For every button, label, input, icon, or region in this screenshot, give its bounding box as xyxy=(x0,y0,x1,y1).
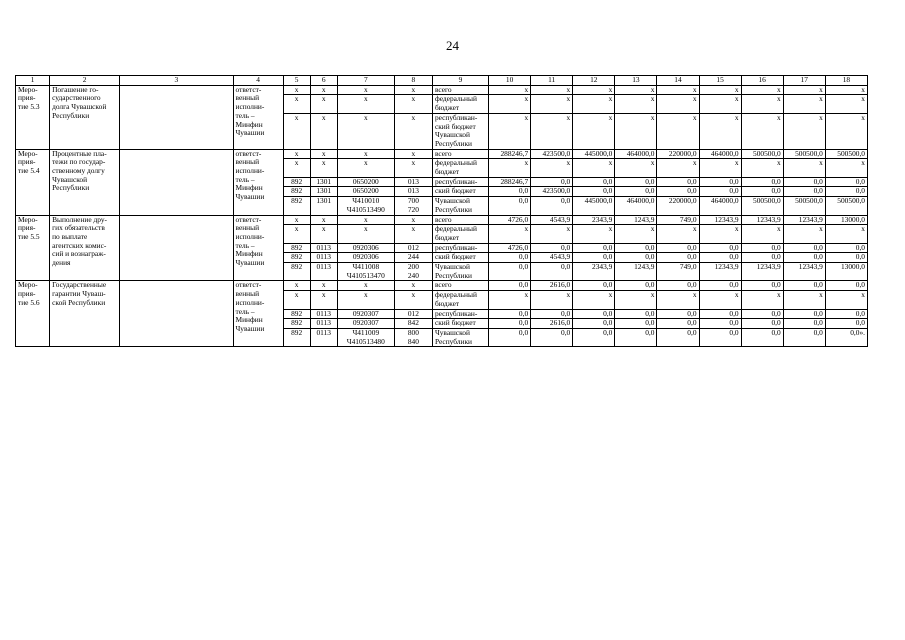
value-cell: 12343,9 xyxy=(699,263,741,281)
value-cell: x xyxy=(699,113,741,149)
funding-source-cell: всего xyxy=(432,281,488,291)
value-cell: x xyxy=(394,215,432,225)
value-cell: x xyxy=(531,95,573,113)
value-cell: 0,0 xyxy=(783,309,825,319)
table-row xyxy=(16,281,868,291)
table-row xyxy=(16,215,868,225)
value-cell: x xyxy=(615,225,657,243)
header-cell: 12 xyxy=(573,76,615,86)
value-cell: 0,0 xyxy=(489,309,531,319)
value-cell: x xyxy=(337,281,394,291)
value-cell: 220000,0 xyxy=(657,197,699,215)
value-cell: 0,0 xyxy=(489,197,531,215)
value-cell: 0,0 xyxy=(531,243,573,253)
value-cell: x xyxy=(283,159,310,177)
value-cell: x xyxy=(283,215,310,225)
value-cell: 749,0 xyxy=(657,215,699,225)
value-cell: 464000,0 xyxy=(615,197,657,215)
value-cell: 0,0 xyxy=(657,243,699,253)
value-cell: 0,0 xyxy=(573,243,615,253)
value-cell: 0,0 xyxy=(741,177,783,187)
funding-source-cell: Чувашской Республики xyxy=(432,328,488,346)
value-cell: x xyxy=(825,159,867,177)
funding-source-cell: республикан- xyxy=(432,177,488,187)
value-cell: 0,0 xyxy=(783,281,825,291)
funding-source-cell: федеральный бюджет xyxy=(432,159,488,177)
value-cell: 0,0 xyxy=(825,243,867,253)
value-cell: 0,0 xyxy=(615,187,657,197)
value-cell: 0,0 xyxy=(489,319,531,329)
value-cell: 0,0 xyxy=(657,328,699,346)
activity-col2: Государственные гарантии Чуваш- ской Республики xyxy=(50,281,120,347)
value-cell: 0,0 xyxy=(699,253,741,263)
value-cell: 0113 xyxy=(310,253,337,263)
value-cell: 2616,0 xyxy=(531,281,573,291)
value-cell: x xyxy=(310,281,337,291)
value-cell: x xyxy=(310,85,337,95)
value-cell: 0,0 xyxy=(615,177,657,187)
value-cell: x xyxy=(310,149,337,159)
value-cell: 0,0 xyxy=(615,319,657,329)
funding-source-cell: ский бюджет xyxy=(432,253,488,263)
value-cell: 0,0 xyxy=(573,187,615,197)
value-cell: 013 xyxy=(394,177,432,187)
value-cell: 0,0 xyxy=(573,253,615,263)
value-cell: 4726,0 xyxy=(489,215,531,225)
value-cell: x xyxy=(489,225,531,243)
value-cell: 0,0 xyxy=(573,319,615,329)
header-cell: 18 xyxy=(825,76,867,86)
value-cell: 892 xyxy=(283,197,310,215)
activity-col1: Меро- прия- тие 5.5 xyxy=(16,215,50,281)
value-cell: x xyxy=(699,291,741,309)
value-cell: x xyxy=(615,85,657,95)
value-cell: x xyxy=(825,113,867,149)
value-cell: x xyxy=(283,291,310,309)
value-cell: Ч411008 Ч410513470 xyxy=(337,263,394,281)
value-cell: x xyxy=(337,95,394,113)
funding-source-cell: республикан- ский бюджет Чувашской Республики xyxy=(432,113,488,149)
value-cell: 1301 xyxy=(310,187,337,197)
value-cell: 2343,9 xyxy=(573,263,615,281)
value-cell: 0,0 xyxy=(657,319,699,329)
activity-col4: ответст- венный исполни- тель – Минфин Чувашии xyxy=(233,281,283,347)
value-cell: 0,0 xyxy=(615,328,657,346)
value-cell: 0,0 xyxy=(741,253,783,263)
value-cell: 012 xyxy=(394,243,432,253)
value-cell: 200 240 xyxy=(394,263,432,281)
value-cell: 0,0 xyxy=(489,253,531,263)
header-cell: 14 xyxy=(657,76,699,86)
value-cell: 0,0 xyxy=(573,328,615,346)
value-cell: 2343,9 xyxy=(573,215,615,225)
value-cell: 288246,7 xyxy=(489,149,531,159)
value-cell: x xyxy=(394,225,432,243)
value-cell: 500500,0 xyxy=(783,149,825,159)
value-cell: x xyxy=(283,113,310,149)
value-cell: x xyxy=(741,159,783,177)
header-cell: 6 xyxy=(310,76,337,86)
value-cell: x xyxy=(783,95,825,113)
value-cell: x xyxy=(394,291,432,309)
header-cell: 17 xyxy=(783,76,825,86)
value-cell: x xyxy=(783,113,825,149)
value-cell: x xyxy=(489,159,531,177)
value-cell: x xyxy=(337,85,394,95)
value-cell: 288246,7 xyxy=(489,177,531,187)
value-cell: 0,0 xyxy=(741,243,783,253)
value-cell: x xyxy=(699,159,741,177)
value-cell: x xyxy=(489,113,531,149)
value-cell: x xyxy=(283,149,310,159)
funding-source-cell: республикан- xyxy=(432,243,488,253)
activity-col3 xyxy=(120,281,233,347)
value-cell: x xyxy=(657,95,699,113)
value-cell: 12343,9 xyxy=(783,215,825,225)
funding-source-cell: Чувашской Республики xyxy=(432,263,488,281)
value-cell: x xyxy=(657,113,699,149)
value-cell: 0,0 xyxy=(699,187,741,197)
value-cell: 0,0 xyxy=(573,281,615,291)
header-cell: 1 xyxy=(16,76,50,86)
funding-source-cell: республикан- xyxy=(432,309,488,319)
value-cell: 0,0 xyxy=(825,319,867,329)
activity-col4: ответст- венный исполни- тель – Минфин Чувашии xyxy=(233,149,283,215)
value-cell: x xyxy=(573,291,615,309)
value-cell: 892 xyxy=(283,187,310,197)
funding-source-cell: всего xyxy=(432,215,488,225)
value-cell: 0,0 xyxy=(615,243,657,253)
value-cell: x xyxy=(741,291,783,309)
value-cell: 892 xyxy=(283,243,310,253)
value-cell: x xyxy=(394,149,432,159)
value-cell: x xyxy=(783,85,825,95)
funding-source-cell: ский бюджет xyxy=(432,319,488,329)
value-cell: 445000,0 xyxy=(573,149,615,159)
header-cell: 16 xyxy=(741,76,783,86)
value-cell: 500500,0 xyxy=(825,149,867,159)
value-cell: 220000,0 xyxy=(657,149,699,159)
value-cell: 0,0 xyxy=(825,309,867,319)
value-cell: x xyxy=(531,85,573,95)
value-cell: x xyxy=(825,95,867,113)
value-cell: 0,0 xyxy=(741,187,783,197)
header-cell: 15 xyxy=(699,76,741,86)
value-cell: x xyxy=(615,113,657,149)
value-cell: x xyxy=(615,159,657,177)
value-cell: 0,0 xyxy=(783,328,825,346)
value-cell: 4726,0 xyxy=(489,243,531,253)
header-cell: 13 xyxy=(615,76,657,86)
value-cell: x xyxy=(394,281,432,291)
value-cell: Ч410010 Ч410513490 xyxy=(337,197,394,215)
activity-col4: ответст- венный исполни- тель – Минфин Чувашии xyxy=(233,85,283,149)
value-cell: 749,0 xyxy=(657,263,699,281)
value-cell: 0920306 xyxy=(337,243,394,253)
value-cell: 0113 xyxy=(310,319,337,329)
value-cell: 012 xyxy=(394,309,432,319)
value-cell: 892 xyxy=(283,177,310,187)
value-cell: x xyxy=(394,159,432,177)
activity-col3 xyxy=(120,149,233,215)
value-cell: x xyxy=(741,225,783,243)
activity-col1: Меро- прия- тие 5.4 xyxy=(16,149,50,215)
value-cell: x xyxy=(573,225,615,243)
activity-col2: Погашение го- сударственного долга Чувашской Республики xyxy=(50,85,120,149)
value-cell: x xyxy=(657,291,699,309)
value-cell: 0,0 xyxy=(531,328,573,346)
value-cell: 244 xyxy=(394,253,432,263)
value-cell: 2616,0 xyxy=(531,319,573,329)
value-cell: x xyxy=(657,159,699,177)
value-cell: Ч411009 Ч410513480 xyxy=(337,328,394,346)
value-cell: x xyxy=(615,95,657,113)
value-cell: 12343,9 xyxy=(741,263,783,281)
value-cell: 0,0 xyxy=(489,187,531,197)
value-cell: x xyxy=(657,225,699,243)
funding-source-cell: федеральный бюджет xyxy=(432,95,488,113)
value-cell: x xyxy=(573,95,615,113)
value-cell: x xyxy=(531,159,573,177)
value-cell: 842 xyxy=(394,319,432,329)
value-cell: x xyxy=(573,113,615,149)
value-cell: x xyxy=(310,215,337,225)
value-cell: 12343,9 xyxy=(741,215,783,225)
table-row xyxy=(16,149,868,159)
value-cell: x xyxy=(283,225,310,243)
activity-col2: Процентные пла- тежи по государ- ственному долгу Чувашской Республики xyxy=(50,149,120,215)
value-cell: 0113 xyxy=(310,328,337,346)
value-cell: x xyxy=(699,225,741,243)
value-cell: x xyxy=(337,215,394,225)
value-cell: 800 840 xyxy=(394,328,432,346)
value-cell: 0920307 xyxy=(337,309,394,319)
page-number: 24 xyxy=(446,38,459,53)
value-cell: x xyxy=(573,159,615,177)
value-cell: x xyxy=(337,159,394,177)
table-header-row xyxy=(16,76,868,86)
value-cell: 0,0 xyxy=(825,177,867,187)
value-cell: 0,0 xyxy=(741,309,783,319)
table-row xyxy=(16,85,868,95)
value-cell: 700 720 xyxy=(394,197,432,215)
value-cell: 0,0 xyxy=(657,253,699,263)
value-cell: 13000,0 xyxy=(825,215,867,225)
value-cell: 0920307 xyxy=(337,319,394,329)
value-cell: 0650200 xyxy=(337,177,394,187)
value-cell: x xyxy=(825,85,867,95)
value-cell: x xyxy=(394,85,432,95)
value-cell: 1301 xyxy=(310,197,337,215)
value-cell: x xyxy=(337,113,394,149)
value-cell: 4543,9 xyxy=(531,215,573,225)
value-cell: x xyxy=(699,95,741,113)
header-cell: 9 xyxy=(432,76,488,86)
header-cell: 10 xyxy=(489,76,531,86)
value-cell: x xyxy=(783,225,825,243)
value-cell: 1243,9 xyxy=(615,215,657,225)
value-cell: 0,0 xyxy=(531,197,573,215)
funding-source-cell: ский бюджет xyxy=(432,187,488,197)
value-cell: 500500,0 xyxy=(783,197,825,215)
value-cell: x xyxy=(531,225,573,243)
activity-col3 xyxy=(120,215,233,281)
value-cell: x xyxy=(531,113,573,149)
value-cell: x xyxy=(825,291,867,309)
value-cell: 892 xyxy=(283,263,310,281)
value-cell: 013 xyxy=(394,187,432,197)
value-cell: 0,0 xyxy=(783,187,825,197)
value-cell: x xyxy=(783,159,825,177)
value-cell: 1301 xyxy=(310,177,337,187)
header-cell: 2 xyxy=(50,76,120,86)
value-cell: 0,0 xyxy=(741,328,783,346)
value-cell: 0,0 xyxy=(531,177,573,187)
value-cell: x xyxy=(283,85,310,95)
value-cell: 0,0 xyxy=(573,309,615,319)
value-cell: x xyxy=(394,95,432,113)
value-cell: x xyxy=(741,95,783,113)
funding-source-cell: Чувашской Республики xyxy=(432,197,488,215)
value-cell: x xyxy=(283,281,310,291)
value-cell: 464000,0 xyxy=(699,197,741,215)
value-cell: 0,0 xyxy=(531,263,573,281)
value-cell: 0,0 xyxy=(825,281,867,291)
value-cell: 0920306 xyxy=(337,253,394,263)
activity-col2: Выполнение дру- гих обязательств по выплате агентских комис- сий и вознаграж- дения xyxy=(50,215,120,281)
header-cell: 7 xyxy=(337,76,394,86)
value-cell: 0,0 xyxy=(573,177,615,187)
value-cell: 0,0 xyxy=(699,177,741,187)
value-cell: 0,0 xyxy=(531,309,573,319)
value-cell: 0,0 xyxy=(489,281,531,291)
value-cell: 12343,9 xyxy=(783,263,825,281)
value-cell: x xyxy=(741,113,783,149)
value-cell: x xyxy=(531,291,573,309)
value-cell: 0113 xyxy=(310,263,337,281)
value-cell: x xyxy=(310,113,337,149)
value-cell: 12343,9 xyxy=(699,215,741,225)
value-cell: x xyxy=(394,113,432,149)
value-cell: x xyxy=(310,159,337,177)
value-cell: x xyxy=(825,225,867,243)
value-cell: x xyxy=(573,85,615,95)
value-cell: 892 xyxy=(283,328,310,346)
value-cell: 464000,0 xyxy=(615,149,657,159)
value-cell: 0650200 xyxy=(337,187,394,197)
funding-source-cell: всего xyxy=(432,85,488,95)
value-cell: 0,0 xyxy=(489,263,531,281)
value-cell: x xyxy=(283,95,310,113)
value-cell: x xyxy=(489,85,531,95)
value-cell: 0,0 xyxy=(699,319,741,329)
value-cell: x xyxy=(310,95,337,113)
value-cell: 500500,0 xyxy=(741,197,783,215)
value-cell: x xyxy=(310,225,337,243)
header-cell: 5 xyxy=(283,76,310,86)
value-cell: 892 xyxy=(283,253,310,263)
activity-col4: ответст- венный исполни- тель – Минфин Чувашии xyxy=(233,215,283,281)
value-cell: 0,0 xyxy=(699,243,741,253)
value-cell: 0,0 xyxy=(825,253,867,263)
value-cell: 0,0 xyxy=(657,177,699,187)
value-cell: 500500,0 xyxy=(741,149,783,159)
funding-source-cell: всего xyxy=(432,149,488,159)
value-cell: 445000,0 xyxy=(573,197,615,215)
value-cell: 0,0 xyxy=(615,253,657,263)
header-cell: 8 xyxy=(394,76,432,86)
value-cell: 0,0 xyxy=(699,281,741,291)
budget-table xyxy=(15,75,868,347)
value-cell: 0,0 xyxy=(741,281,783,291)
value-cell: x xyxy=(657,85,699,95)
value-cell: x xyxy=(741,85,783,95)
value-cell: x xyxy=(489,95,531,113)
value-cell: 0,0». xyxy=(825,328,867,346)
value-cell: 0,0 xyxy=(489,328,531,346)
value-cell: x xyxy=(699,85,741,95)
value-cell: 0,0 xyxy=(699,309,741,319)
value-cell: 892 xyxy=(283,319,310,329)
value-cell: 0,0 xyxy=(657,309,699,319)
value-cell: 4543,9 xyxy=(531,253,573,263)
value-cell: 0,0 xyxy=(825,187,867,197)
value-cell: x xyxy=(615,291,657,309)
value-cell: x xyxy=(337,225,394,243)
funding-source-cell: федеральный бюджет xyxy=(432,291,488,309)
value-cell: 0,0 xyxy=(615,281,657,291)
header-cell: 11 xyxy=(531,76,573,86)
activity-col3 xyxy=(120,85,233,149)
header-cell: 3 xyxy=(120,76,233,86)
value-cell: 464000,0 xyxy=(699,149,741,159)
value-cell: 892 xyxy=(283,309,310,319)
value-cell: 423500,0 xyxy=(531,187,573,197)
value-cell: 0113 xyxy=(310,309,337,319)
value-cell: 0,0 xyxy=(657,281,699,291)
value-cell: x xyxy=(783,291,825,309)
value-cell: 1243,9 xyxy=(615,263,657,281)
value-cell: 0,0 xyxy=(783,243,825,253)
value-cell: 423500,0 xyxy=(531,149,573,159)
value-cell: 13000,0 xyxy=(825,263,867,281)
funding-source-cell: федеральный бюджет xyxy=(432,225,488,243)
value-cell: x xyxy=(337,149,394,159)
value-cell: 0,0 xyxy=(657,187,699,197)
value-cell: 500500,0 xyxy=(825,197,867,215)
value-cell: 0,0 xyxy=(615,309,657,319)
value-cell: 0,0 xyxy=(783,319,825,329)
value-cell: x xyxy=(489,291,531,309)
value-cell: 0113 xyxy=(310,243,337,253)
header-cell: 4 xyxy=(233,76,283,86)
value-cell: x xyxy=(310,291,337,309)
activity-col1: Меро- прия- тие 5.3 xyxy=(16,85,50,149)
value-cell: x xyxy=(337,291,394,309)
activity-col1: Меро- прия- тие 5.6 xyxy=(16,281,50,347)
value-cell: 0,0 xyxy=(699,328,741,346)
value-cell: 0,0 xyxy=(741,319,783,329)
value-cell: 0,0 xyxy=(783,253,825,263)
value-cell: 0,0 xyxy=(783,177,825,187)
